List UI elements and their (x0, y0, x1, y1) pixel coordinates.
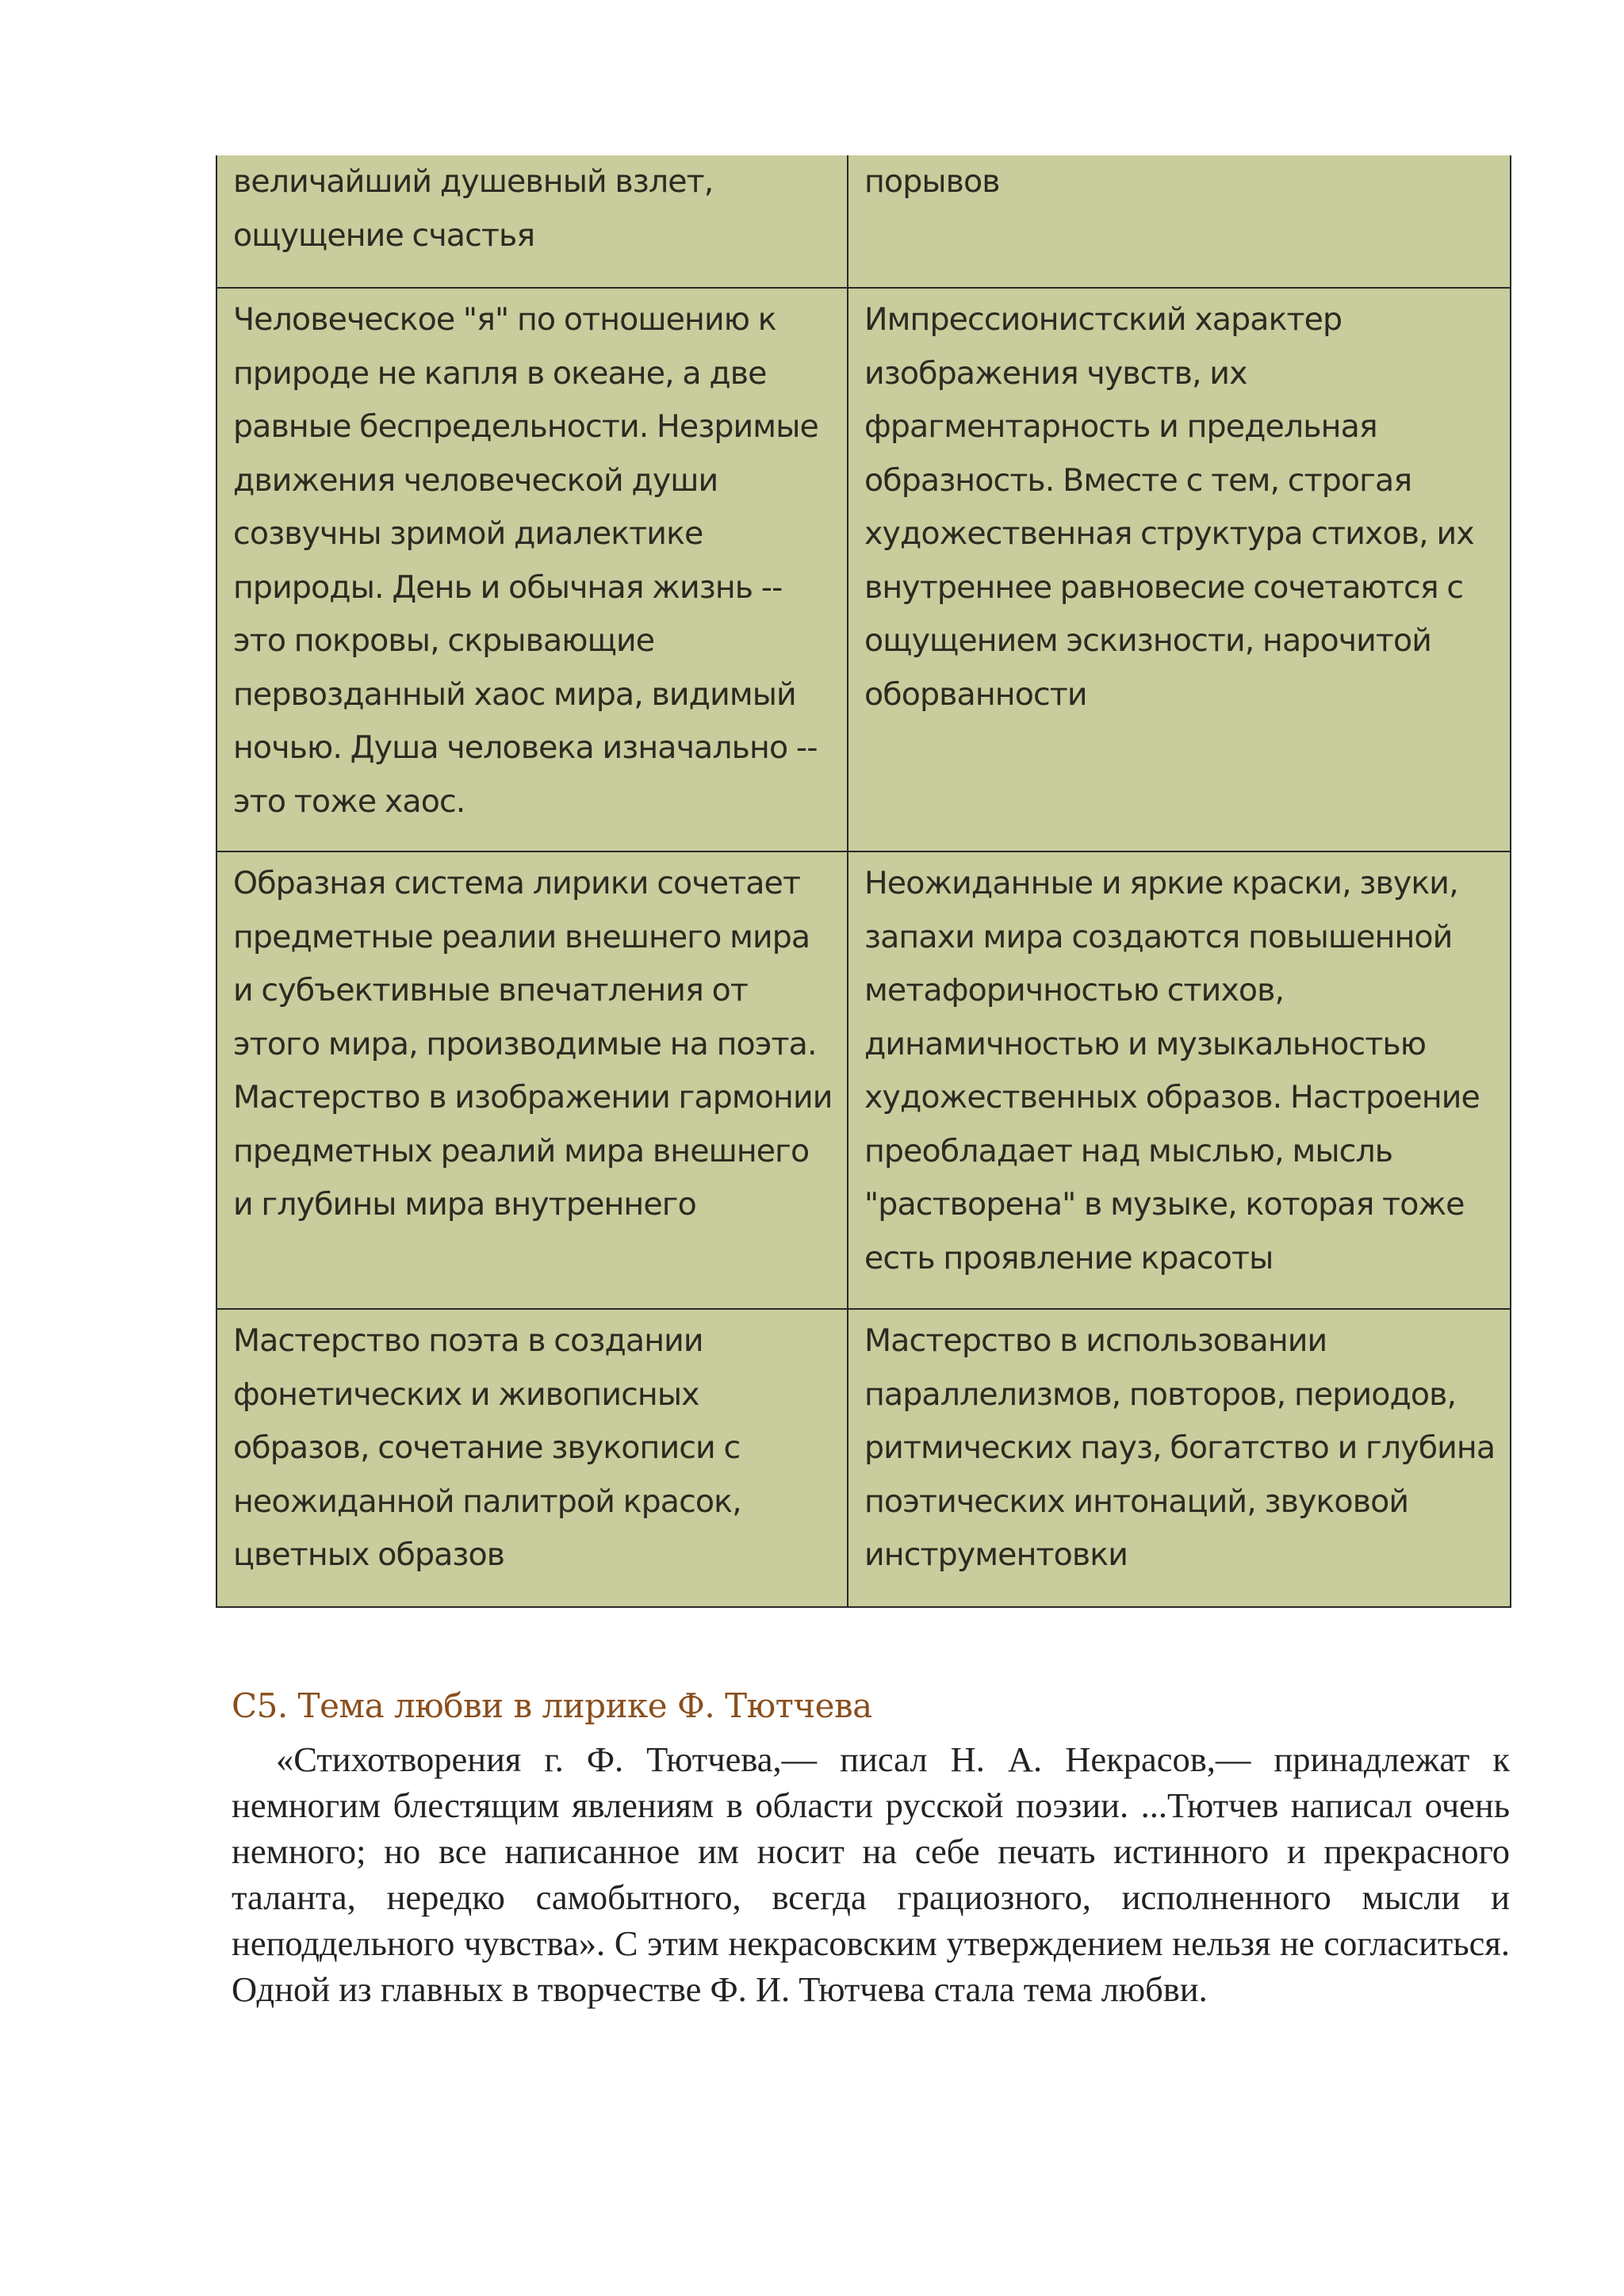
table-cell-right: порывов (848, 155, 1511, 288)
table-cell-left: Мастерство поэта в создании фонетических и живописных образов, сочетание звукописи с неожиданной палитрой красок, цветных образов (216, 1309, 848, 1607)
section-heading: С5. Тема любви в лирике Ф. Тютчева (232, 1686, 872, 1725)
table-cell-left: величайший душевный взлет, ощущение счастья (216, 155, 848, 288)
comparison-table (216, 155, 1511, 1608)
table-row (216, 1309, 1511, 1607)
table-cell-left: Человеческое "я" по отношению к природе не капля в океане, а две равные беспредельности. Незримые движения человеческой души созвучны зримой диалектике природы. День и обычная жизнь -- это покровы, скрывающие первозданный хаос мира, видимый ночью. Душа человека изначально -- это тоже хаос. (216, 288, 848, 851)
section-paragraph: «Стихотворения г. Ф. Тютчева,— писал Н. А. Некрасов,— принадлежат к немногим блестящим явлениям в области русской поэзии. ...Тютчев написал очень немного; но все написанное им носит на себе печать истинного и прекрасного таланта, нередко самобытного, всегда грациозного, исполненного мысли и неподдельного чувства». С этим некрасовским утверждением нельзя не согласиться. Одной из главных в творчестве Ф. И. Тютчева стала тема любви. (232, 1739, 1510, 2009)
table-cell-right: Мастерство в использовании параллелизмов, повторов, периодов, ритмических пауз, богатство и глубина поэтических интонаций, звуковой инструментовки (848, 1309, 1511, 1607)
table-row (216, 851, 1511, 1309)
table-row (216, 155, 1511, 288)
table-row (216, 288, 1511, 851)
table-cell-right: Импрессионистский характер изображения чувств, их фрагментарность и предельная образность. Вместе с тем, строгая художественная структура стихов, их внутреннее равновесие сочетаются с ощущением эскизности, нарочитой оборванности (848, 288, 1511, 851)
table-cell-right: Неожиданные и яркие краски, звуки, запахи мира создаются повышенной метафоричностью стихов, динамичностью и музыкальностью художественных образов. Настроение преобладает над мыслью, мысль "растворена" в музыке, которая тоже есть проявление красоты (848, 851, 1511, 1309)
table-cell-left: Образная система лирики сочетает предметные реалии внешнего мира и субъективные впечатления от этого мира, производимые на поэта. Мастерство в изображении гармонии предметных реалий мира внешнего и глубины мира внутреннего (216, 851, 848, 1309)
